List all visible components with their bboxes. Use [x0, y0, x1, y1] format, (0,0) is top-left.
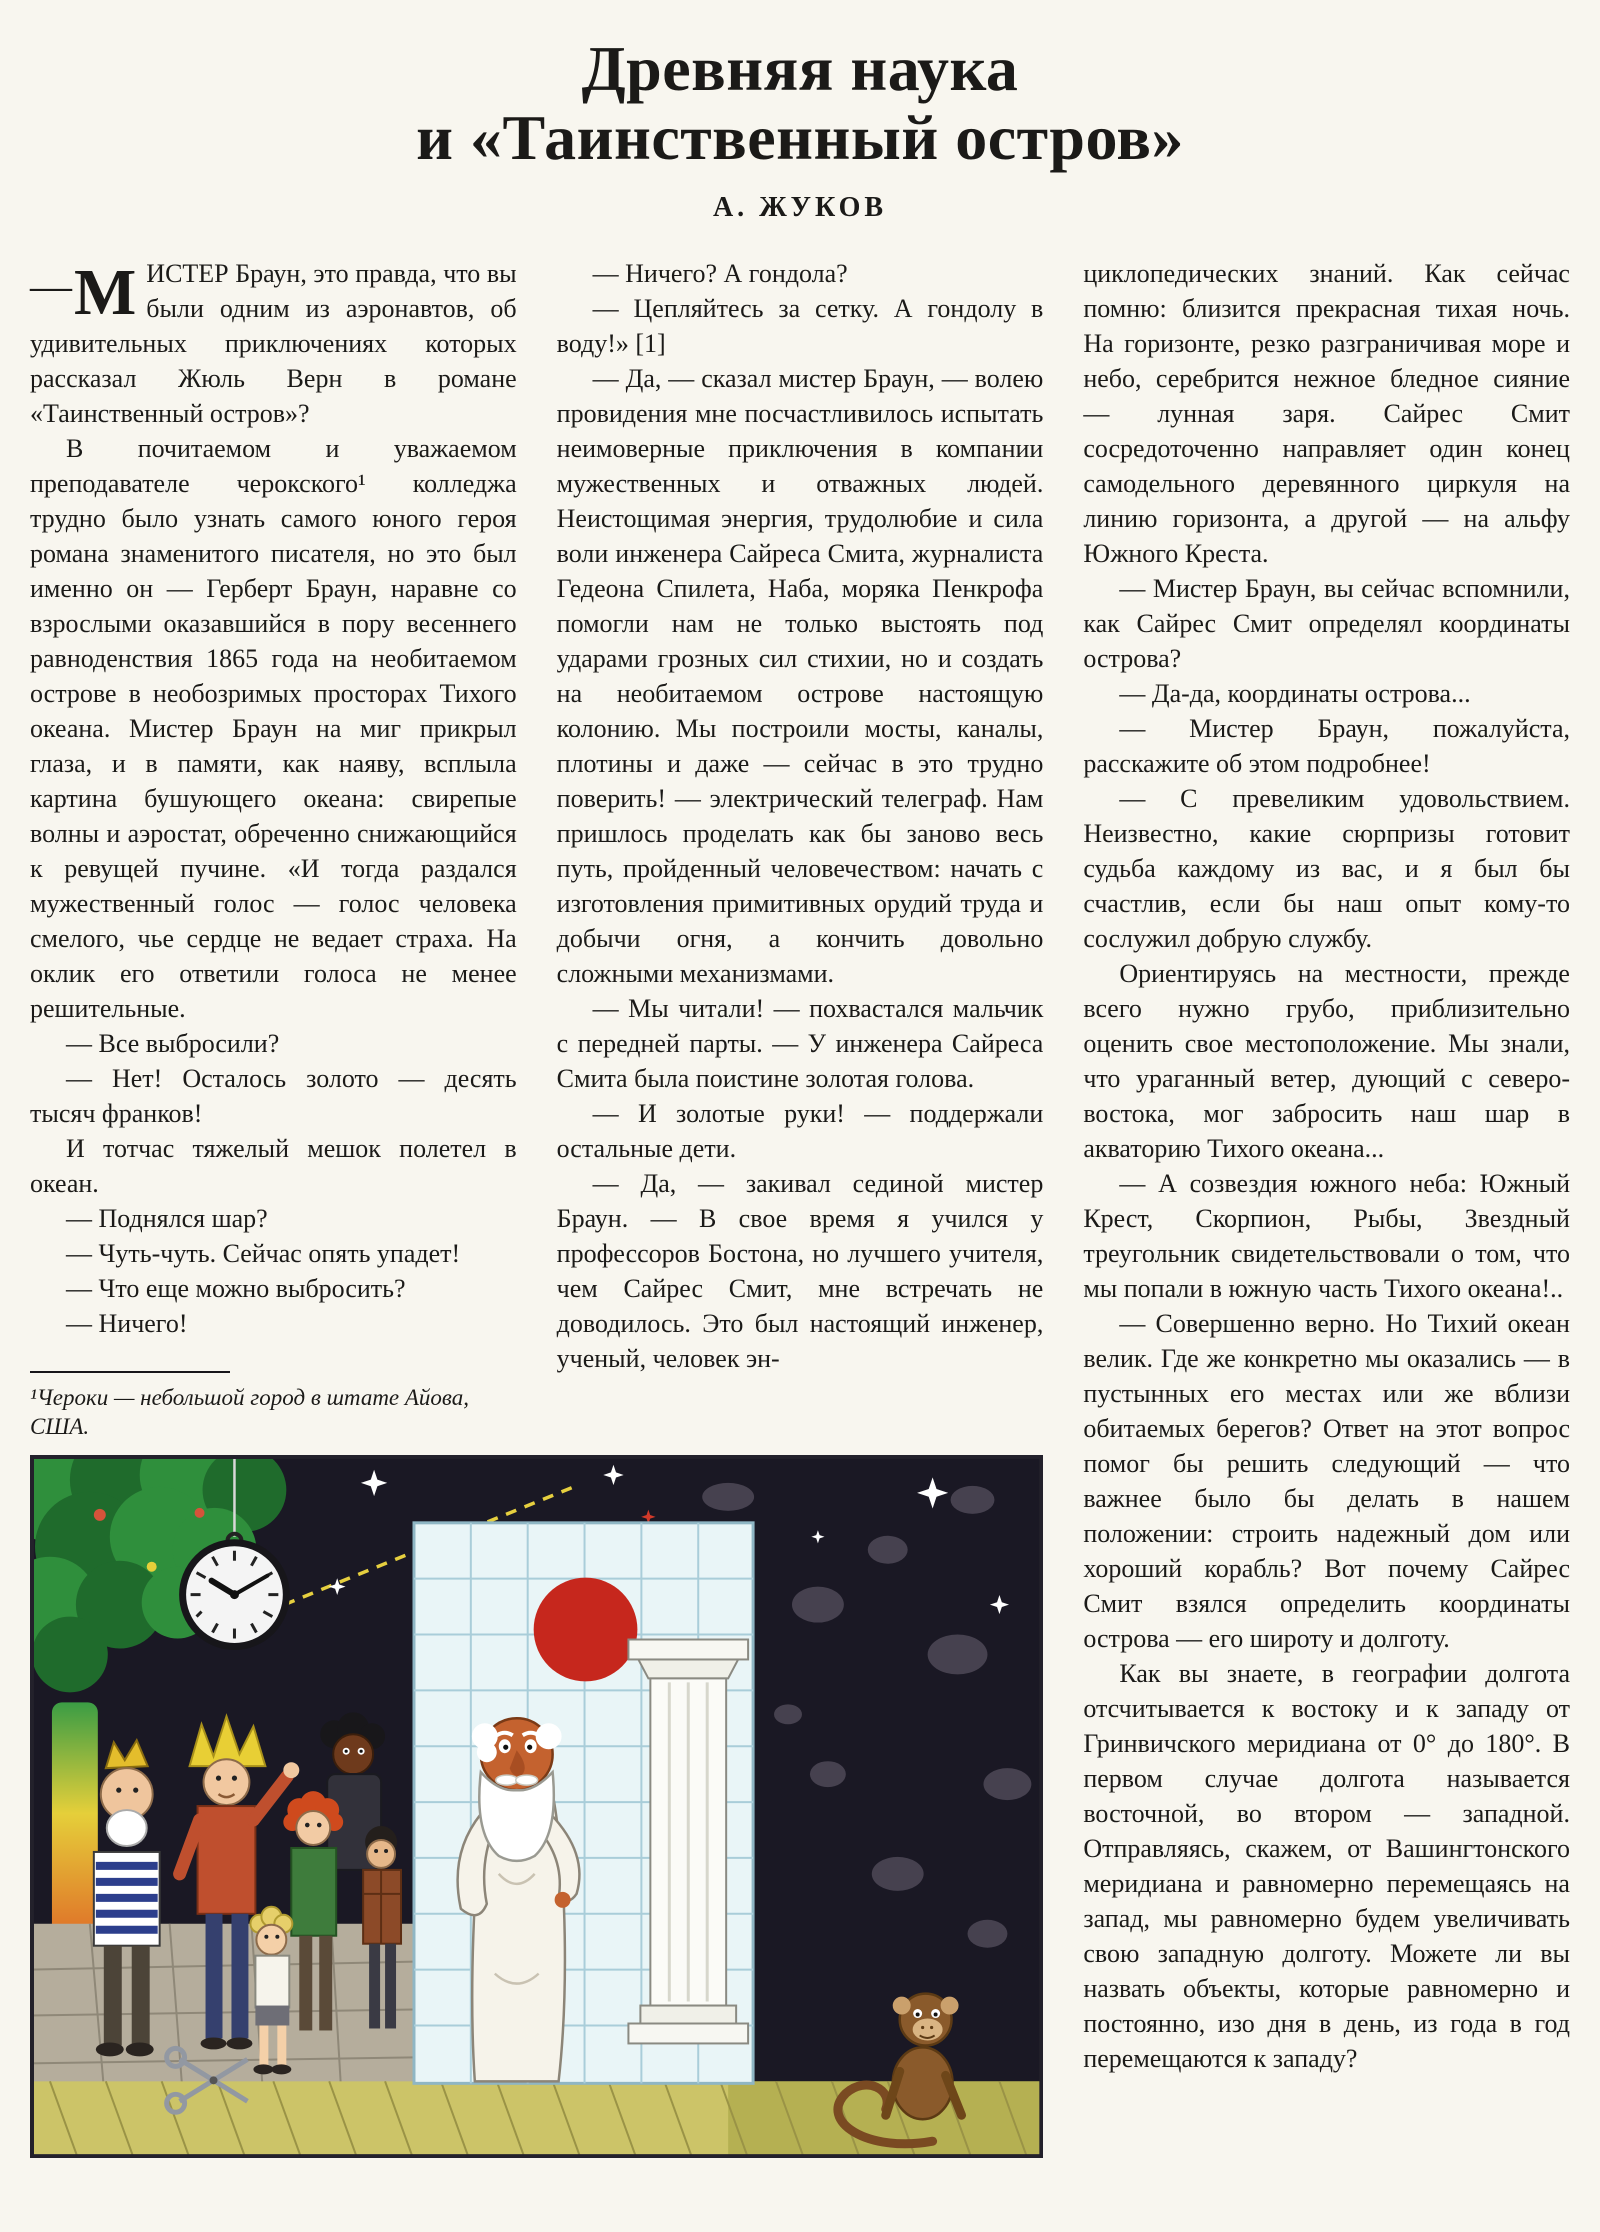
footnote — [30, 1371, 517, 1441]
paragraph: — Поднялся шар? — [66, 1204, 268, 1234]
paragraph: — Мы читали! — похвастался мальчик с передней парты. — У инженера Сайреса Смита была поистине золотая голова. — [556, 994, 1044, 1094]
red-sun — [534, 1578, 638, 1682]
paragraph: — Нет! Осталось золото — десять тысяч франков! — [30, 1064, 517, 1129]
paragraph — [30, 256, 517, 431]
dropcap-dash: — — [30, 264, 74, 311]
article-author: А. ЖУКОВ — [712, 192, 888, 224]
column-1 — [30, 256, 517, 1441]
paragraph: — Чуть-чуть. Сейчас опять упадет! — [66, 1239, 461, 1269]
illustration-svg — [30, 1455, 1043, 2158]
paragraph-text: ИСТЕР Браун, это правда, что вы были одним из аэронавтов, об удивительных приключениях которых рассказал Жюль Верн в романе «Таинственный остров»? — [30, 259, 517, 429]
paragraph: — Ничего! — [66, 1309, 188, 1339]
paragraph: — И золотые руки! — поддержали остальные дети. — [556, 1099, 1044, 1164]
paragraph: — Мистер Браун, пожалуйста, расскажите об этом подробнее! — [1083, 714, 1570, 779]
paragraph: — Совершенно верно. Но Тихий океан велик. Где же конкретно мы оказались — в пустынных его местах или же вблизи обитаемых берегов? Ответ на этот вопрос помог бы решить следующий — что важнее было бы делать в нашем положении: строить надежный дом или хороший корабль? Вот почему Сайрес Смит взялся определить координаты острова — его широту и долготу. — [1083, 1309, 1570, 1654]
paragraph: — Ничего? А гондола? — [592, 259, 848, 289]
tiled-wall — [414, 1523, 753, 2084]
dropcap-letter: М — [74, 256, 137, 330]
article-header — [30, 34, 1570, 224]
paragraph: В почитаемом и уважаемом преподавателе черокского¹ колледжа трудно было узнать самого юного героя романа знаменитого писателя, но это был именно он — Герберт Браун, наравне со взрослыми оказавшийся в пору весеннего равноденствия 1865 года на необитаемом острове в необозримых просторах Тихого океана. Мистер Браун на миг прикрыл глаза, и в памяти, как наяву, всплыла картина бушующего океана: свирепые волны и аэростат, обреченно снижающийся к ревущей пучине. «И тогда раздался мужественный голос — голос человека смелого, чье сердце не ведает страха. На оклик его ответили голоса не менее решительные. — [30, 434, 517, 1024]
paragraph: — Мистер Браун, вы сейчас вспомнили, как Сайрес Смит определял координаты острова? — [1083, 574, 1570, 674]
dropcap — [30, 256, 146, 330]
article-columns — [30, 256, 1570, 2158]
paragraph: — Да-да, координаты острова... — [1119, 679, 1471, 709]
paragraph: — Да, — закивал сединой мистер Браун. — В свое время я учился у профессоров Бостона, но лучшего учителя, чем Сайрес Смит, мне встречать не доводилось. Это был настоящий инженер, ученый, человек эн- — [556, 1169, 1044, 1374]
article-title — [30, 34, 1570, 172]
paragraph: циклопедических знаний. Как сейчас помню: близится прекрасная тихая ночь. На горизонте, резко разграничивая море и небо, серебрится нежное бледное сияние — лунная заря. Сайрес Смит сосредоточенно направляет один конец самодельного деревянного циркуля на линию горизонта, а другой — на альфу Южного Креста. — [1083, 259, 1570, 569]
paragraph: — Все выбросили? — [66, 1029, 280, 1059]
paragraph: — Что еще можно выбросить? — [66, 1274, 406, 1304]
title-line-1: Древняя наука — [581, 33, 1019, 104]
cartoon-illustration — [30, 1455, 1043, 2158]
footnote-text: ¹Чероки — небольшой город в штате Айова, США. — [30, 1385, 470, 1440]
column-3 — [1083, 256, 1570, 2076]
paragraph: — А созвездия южного неба: Южный Крест, Скорпион, Рыбы, Звездный треугольник свидетельствовали о том, что мы попали в южную часть Тихого океана!.. — [1083, 1169, 1570, 1304]
footnote-rule — [30, 1371, 230, 1373]
paragraph: Ориентируясь на местности, прежде всего нужно грубо, приблизительно оценить свое местоположение. Мы знали, что ураганный ветер, дующий с северо-востока, мог забросить наш шар в акваторию Тихого океана... — [1083, 959, 1570, 1164]
paragraph: И тотчас тяжелый мешок полетел в океан. — [30, 1134, 517, 1199]
paragraph: — С превеликим удовольствием. Неизвестно, какие сюрпризы готовит судьба каждому из вас, и я был бы счастлив, если бы наш опыт кому-то сослужил добрую службу. — [1083, 784, 1570, 954]
column-2 — [557, 256, 1044, 1376]
paragraph: — Да, — сказал мистер Браун, — волею провидения мне посчастливилось испытать неимоверные приключения в компании мужественных и отважных людей. Неистощимая энергия, трудолюбие и сила воли инженера Сайреса Смита, журналиста Гедеона Спилета, Наба, моряка Пенкрофа помогли нам не только выстоять под ударами грозных сил стихии, но и создать на необитаемом острове настоящую колонию. Мы построили мосты, каналы, плотины и даже — сейчас в это трудно поверить! — электрический телеграф. Нам пришлось проделать как бы заново весь путь, пройденный человечеством: начать с изготовления примитивных орудий труда и добычи огня, а кончить довольно сложными механизмами. — [556, 364, 1044, 989]
title-line-2: и «Таинственный остров» — [416, 102, 1184, 174]
paragraph: — Цепляйтесь за сетку. А гондолу в воду!» [1] — [556, 294, 1044, 359]
paragraph: Как вы знаете, в географии долгота отсчитывается к востоку и к западу от Гринвичского меридиана от 0° до 180°. В первом случае долгота называется восточной, во втором — западной. Отправляясь, скажем, от Вашингтонского меридиана и равномерно перемещаясь на запад, мы равномерно будем увеличивать свою западную долготу. Можете ли вы назвать объекты, которые равномерно и постоянно, изо дня в день, из года в год перемещаются к западу? — [1083, 1659, 1570, 2074]
